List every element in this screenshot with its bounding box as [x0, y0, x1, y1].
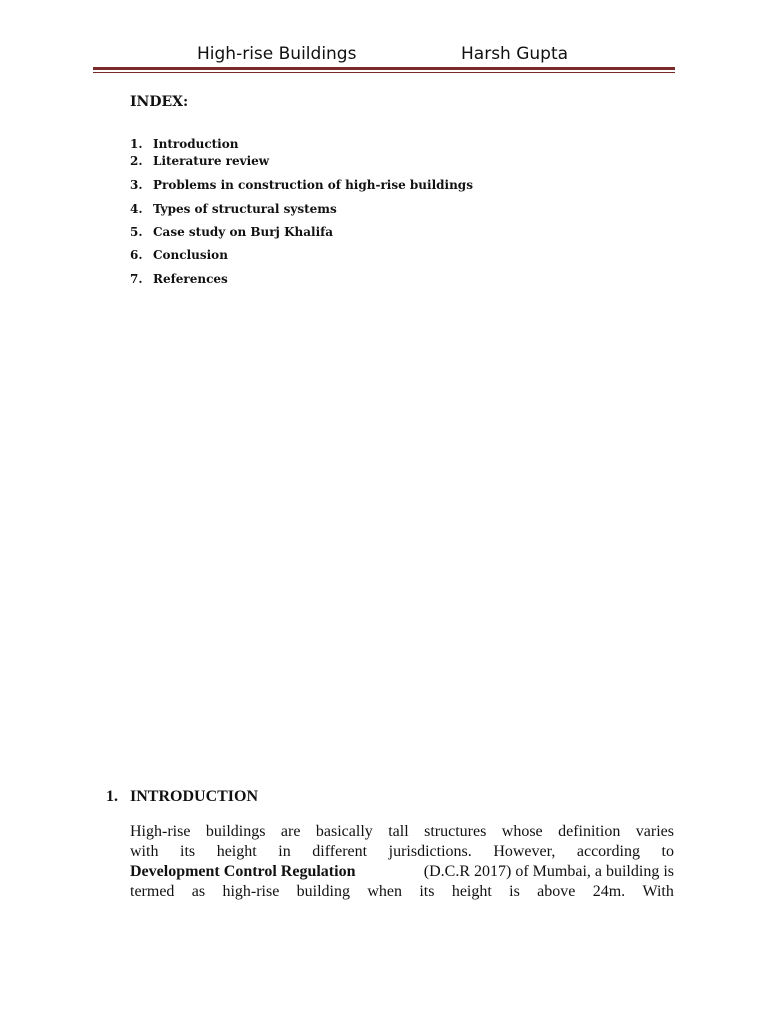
- header-rule-thick: [93, 67, 675, 70]
- index-item-label: Conclusion: [153, 248, 228, 262]
- word: high-rise: [222, 883, 280, 900]
- paragraph-line: [130, 862, 674, 882]
- index-item: [130, 248, 228, 262]
- word: when: [367, 883, 402, 900]
- word: is: [509, 883, 520, 900]
- word: definition: [558, 823, 621, 840]
- word: With: [642, 883, 674, 900]
- page-header: [0, 42, 768, 68]
- index-item: [130, 272, 228, 286]
- index-item-number: 5.: [130, 225, 143, 239]
- word: buildings: [205, 823, 266, 840]
- section-heading: [106, 788, 258, 806]
- word: termed: [130, 883, 175, 900]
- index-item-number: 7.: [130, 272, 143, 286]
- word: structures: [424, 823, 487, 840]
- word: jurisdictions.: [388, 843, 472, 860]
- word: However,: [493, 843, 556, 860]
- word: according: [576, 843, 640, 860]
- index-item-label: Literature review: [153, 154, 270, 168]
- bold-term: Development Control Regulation: [130, 863, 356, 880]
- word: 24m.: [592, 883, 626, 900]
- word: height: [451, 883, 492, 900]
- index-item: [130, 202, 337, 216]
- word: above: [537, 883, 576, 900]
- text-run: (D.C.R 2017) of Mumbai, a building is: [423, 863, 674, 880]
- word: in: [278, 843, 291, 860]
- word: High-rise: [130, 823, 191, 840]
- word: varies: [635, 823, 674, 840]
- paragraph-line: [130, 822, 674, 842]
- index-item-label: Introduction: [153, 137, 239, 151]
- header-rule-thin: [93, 72, 675, 73]
- word: whose: [501, 823, 543, 840]
- word: tall: [388, 823, 409, 840]
- paragraph-line: [130, 882, 674, 902]
- index-item-number: 1.: [130, 137, 143, 151]
- word: as: [191, 883, 206, 900]
- index-item-label: Types of structural systems: [153, 202, 337, 216]
- paragraph-line: [130, 842, 674, 862]
- index-item-label: References: [153, 272, 228, 286]
- index-item: [130, 154, 269, 168]
- index-item-number: 3.: [130, 178, 143, 192]
- word: different: [312, 843, 368, 860]
- word: its: [419, 883, 435, 900]
- index-item-label: Case study on Burj Khalifa: [153, 225, 334, 239]
- section-number: 1.: [106, 788, 118, 805]
- header-title: High-rise Buildings: [197, 44, 357, 64]
- index-item: [130, 225, 333, 239]
- index-item: [130, 137, 238, 151]
- index-item-number: 2.: [130, 154, 143, 168]
- word: to: [661, 843, 674, 860]
- index-item-label: Problems in construction of high-rise buildings: [153, 178, 473, 192]
- word: basically: [315, 823, 373, 840]
- index-item: [130, 178, 473, 192]
- header-author: Harsh Gupta: [461, 44, 569, 64]
- word: are: [280, 823, 301, 840]
- word: with: [130, 843, 159, 860]
- word: building: [296, 883, 350, 900]
- word: its: [180, 843, 196, 860]
- index-item-number: 4.: [130, 202, 143, 216]
- intro-paragraph: [130, 822, 674, 902]
- index-item-number: 6.: [130, 248, 143, 262]
- section-title: INTRODUCTION: [130, 788, 259, 805]
- index-title: INDEX:: [130, 94, 189, 110]
- word: height: [216, 843, 257, 860]
